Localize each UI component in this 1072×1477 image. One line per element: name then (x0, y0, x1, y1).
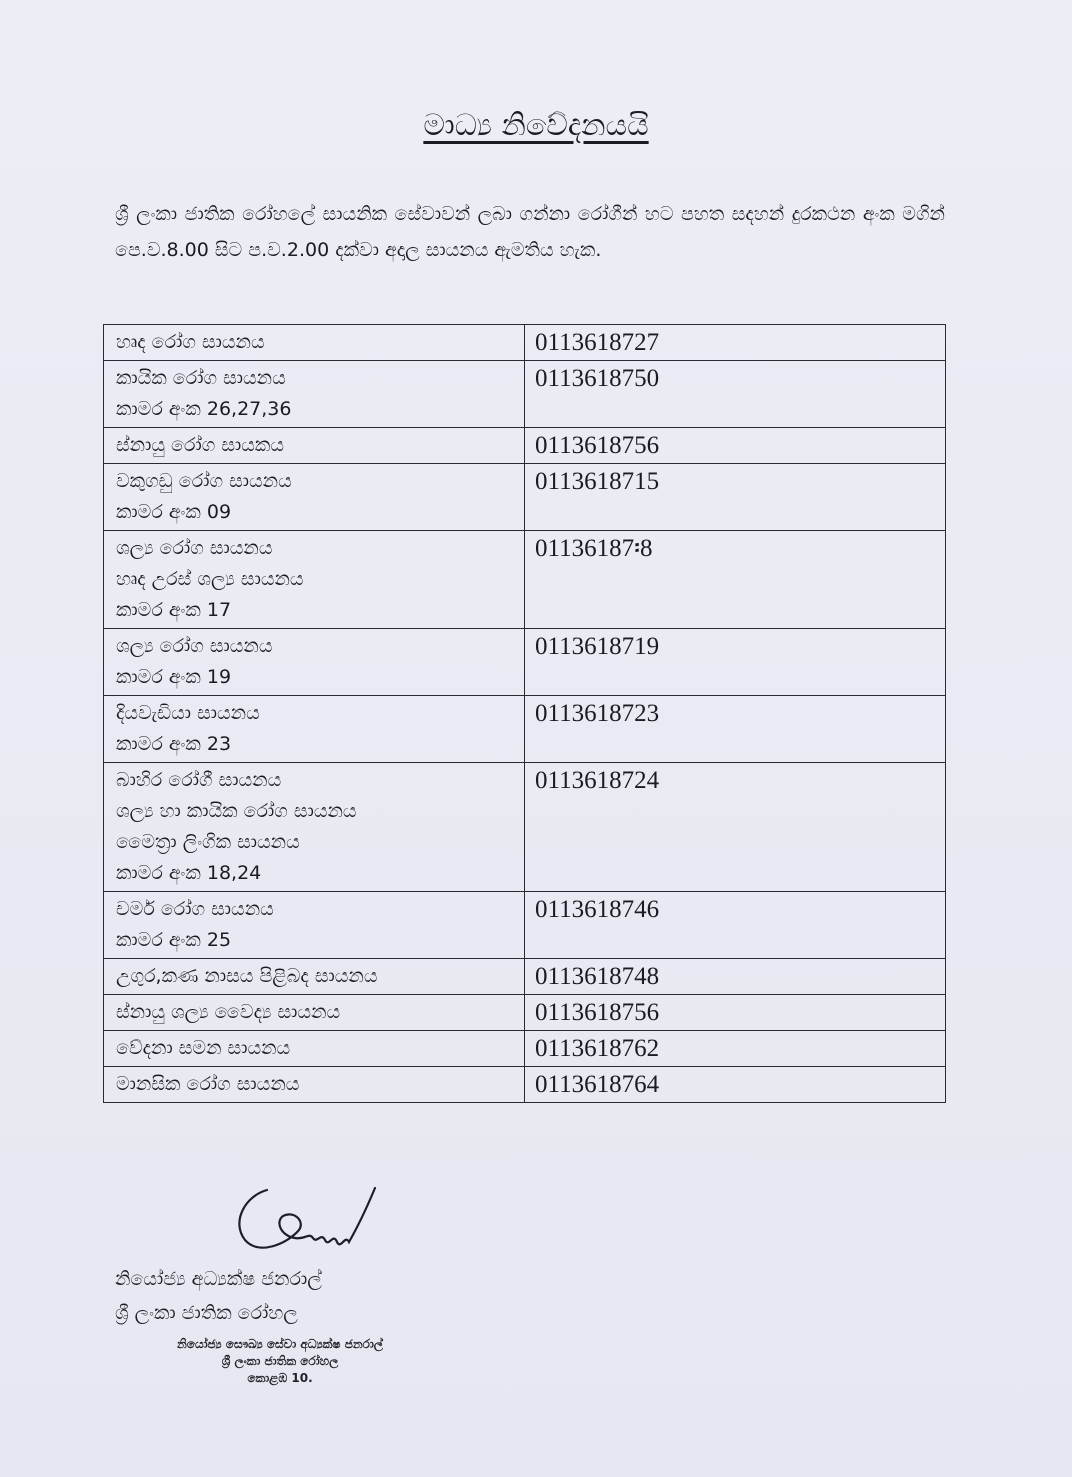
clinic-name-line: චර්ම රෝග සායනය (116, 898, 274, 920)
clinic-name-line: ශල්‍ය රෝග සායනය (116, 537, 273, 559)
table-row (104, 763, 946, 892)
official-stamp (120, 1336, 440, 1387)
clinic-name-line: ශල්‍ය හා කායික රෝග සායනය (116, 800, 357, 822)
signature-scribble-icon (225, 1182, 385, 1262)
page-title-text: මාධ්‍ය නිවේදනයයි (423, 108, 649, 144)
stamp-line-1: නියෝජ්‍ය සෞඛ්‍ය සේවා අධ්‍යක්ෂ ජනරාල් (177, 1337, 383, 1351)
table-row (104, 995, 946, 1031)
clinic-phone-cell: 0113618724 (525, 763, 946, 892)
stamp-line-2: ශ්‍රී ලංකා ජාතික රෝහල (221, 1354, 339, 1368)
clinic-name-cell (104, 361, 525, 428)
clinic-name-line: ස්නායු රෝග සායකය (116, 434, 284, 456)
signer-block (115, 1262, 322, 1330)
clinic-name-line: කාමර අංක 23 (116, 733, 232, 755)
clinic-name-cell (104, 464, 525, 531)
clinic-table-body (104, 325, 946, 1103)
clinic-phone-cell: 0113618723 (525, 696, 946, 763)
clinic-name-line: කාමර අංක 25 (116, 929, 232, 951)
page-title (0, 108, 1072, 143)
signature (225, 1182, 385, 1262)
clinic-name-line: හෘද උරස් ශල්‍ය සායනය (116, 568, 304, 590)
clinic-phone-cell: 0113618756 (525, 428, 946, 464)
clinic-name-cell (104, 763, 525, 892)
clinic-phone-cell: 0113618727 (525, 325, 946, 361)
table-row (104, 325, 946, 361)
signer-designation: නියෝජ්‍ය අධ්‍යක්ෂ ජනරාල් (115, 1268, 322, 1290)
table-row (104, 629, 946, 696)
clinic-phone-cell: 0113618719 (525, 629, 946, 696)
clinic-phone-table (103, 324, 946, 1103)
clinic-name-cell (104, 1067, 525, 1103)
clinic-name-cell (104, 995, 525, 1031)
clinic-name-cell (104, 959, 525, 995)
table-row (104, 1031, 946, 1067)
clinic-name-cell (104, 629, 525, 696)
table-row (104, 428, 946, 464)
table-row (104, 531, 946, 629)
clinic-name-line: කාමර අංක 18,24 (116, 862, 262, 884)
table-row (104, 1067, 946, 1103)
clinic-name-line: කාමර අංක 09 (116, 501, 232, 523)
table-row (104, 959, 946, 995)
table-row (104, 464, 946, 531)
clinic-phone-cell: 01136187፡8 (525, 531, 946, 629)
clinic-name-line: දියවැඩියා සායනය (116, 702, 260, 724)
clinic-name-cell (104, 428, 525, 464)
clinic-name-cell (104, 325, 525, 361)
clinic-phone-cell: 0113618746 (525, 892, 946, 959)
clinic-phone-cell: 0113618750 (525, 361, 946, 428)
clinic-name-cell (104, 892, 525, 959)
clinic-name-line: කායික රෝග සායනය (116, 367, 286, 389)
clinic-name-line: කාමර අංක 19 (116, 666, 232, 688)
signer-institution: ශ්‍රී ලංකා ජාතික රෝහල (115, 1302, 298, 1324)
clinic-name-line: කාමර අංක 26,27,36 (116, 398, 292, 420)
clinic-phone-cell: 0113618756 (525, 995, 946, 1031)
clinic-name-cell (104, 1031, 525, 1067)
clinic-phone-cell: 0113618764 (525, 1067, 946, 1103)
clinic-name-line: කාමර අංක 17 (116, 599, 232, 621)
clinic-name-line: ශල්‍ය රෝග සායනය (116, 635, 273, 657)
clinic-name-line: වේදනා සමන සායනය (116, 1037, 291, 1059)
intro-paragraph: ශ්‍රී ලංකා ජාතික රෝහලේ සායනික සේවාවන් ලබා ගන්නා රෝගීන් හට පහත සදහන් දුරකථන අංක මගින් පෙ.ව.8.00 සිට ප.ව.2.00 දක්වා අදාල සායනය ඇමතිය හැක. (115, 203, 945, 261)
clinic-name-cell (104, 696, 525, 763)
clinic-phone-cell: 0113618748 (525, 959, 946, 995)
clinic-name-line: හෘද රෝග සායනය (116, 331, 265, 353)
clinic-name-line: මෛත්‍රා ලිංගික සායනය (116, 831, 300, 853)
table-row (104, 361, 946, 428)
clinic-phone-cell: 0113618715 (525, 464, 946, 531)
table-row (104, 892, 946, 959)
clinic-name-line: උගුර,කණ නාසය පිළිබද සායනය (116, 965, 378, 987)
clinic-name-line: ස්නායු ශල්‍ය වෛද්‍ය සායනය (116, 1001, 341, 1023)
clinic-phone-cell: 0113618762 (525, 1031, 946, 1067)
clinic-name-line: වකුගඩු රෝග සායනය (116, 470, 292, 492)
clinic-name-cell (104, 531, 525, 629)
table-row (104, 696, 946, 763)
stamp-line-3: කොළඹ 10. (247, 1371, 313, 1385)
clinic-name-line: මානසික රෝග සායනය (116, 1073, 300, 1095)
clinic-name-line: බාහිර රෝගී සායනය (116, 769, 282, 791)
